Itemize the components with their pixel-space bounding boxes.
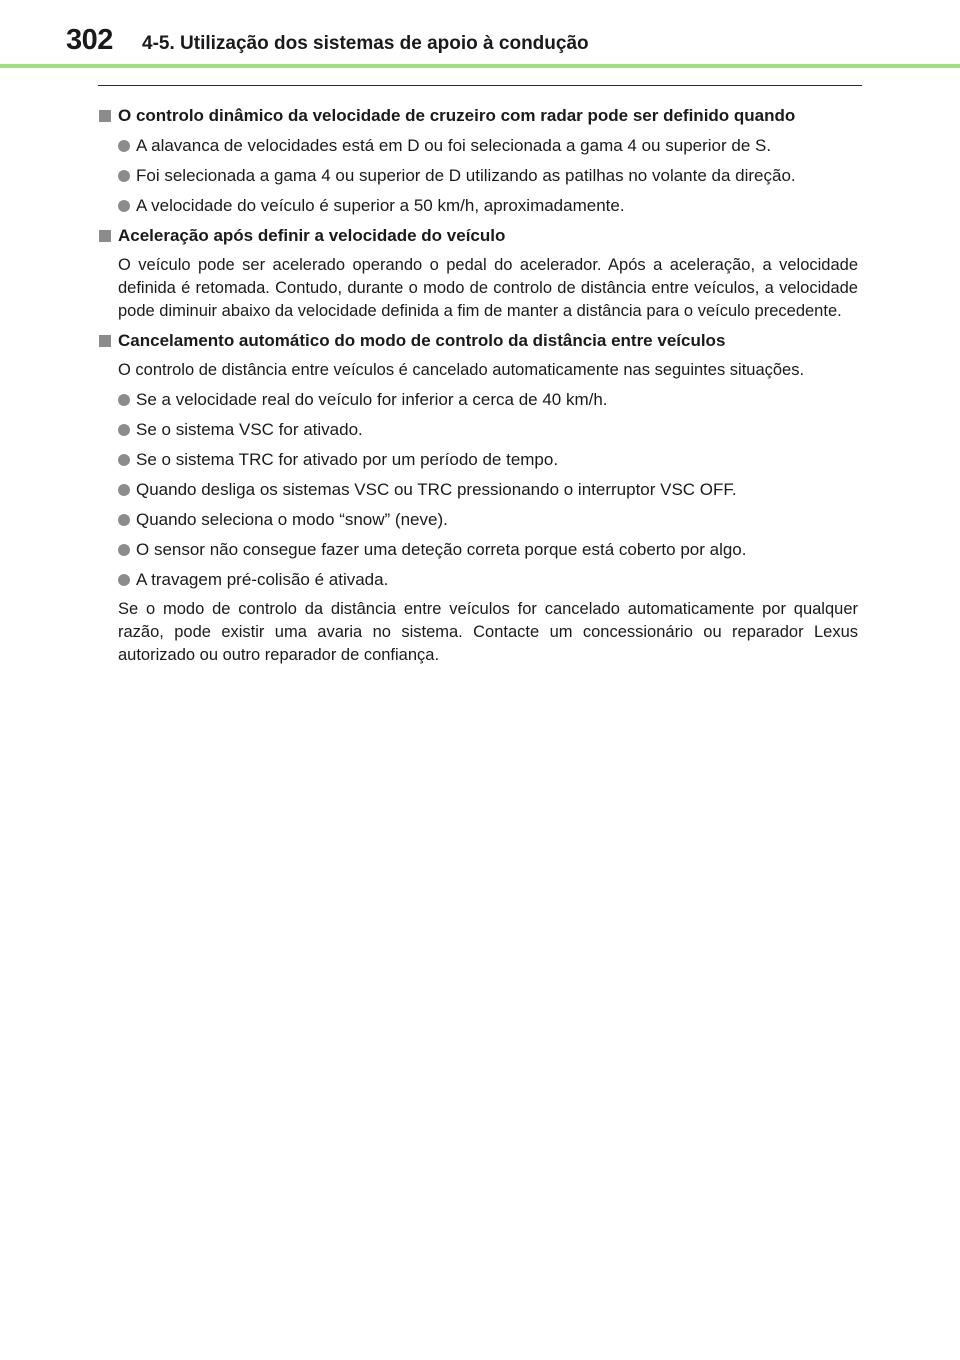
circle-bullet-icon xyxy=(118,454,130,466)
square-bullet-icon xyxy=(99,335,111,347)
paragraph: O veículo pode ser acelerado operando o pedal do acelerador. Após a aceleração, a velocidade definida é retomada. Contudo, durante o modo de controlo de distância entre veículos, a velocidade pode diminuir abaixo da velocidade definida a fim de manter a distância para o veículo precedente. xyxy=(118,256,858,320)
closing-paragraph: Se o modo de controlo da distância entre veículos for cancelado automaticamente por qualquer razão, pode existir uma avaria no sistema. Contacte um concessionário ou reparador Lexus autorizado ou outro reparador de confiança. xyxy=(118,600,858,664)
list-item-text: Quando desliga os sistemas VSC ou TRC pressionando o interruptor VSC OFF. xyxy=(136,480,737,499)
circle-bullet-icon xyxy=(118,544,130,556)
section-heading-text: Aceleração após definir a velocidade do veículo xyxy=(118,226,506,245)
list-item xyxy=(98,134,858,158)
list-item-text: A velocidade do veículo é superior a 50 km/h, aproximadamente. xyxy=(136,196,625,215)
list-item xyxy=(98,538,858,562)
page-header xyxy=(0,0,960,68)
list-item-text: Se o sistema TRC for ativado por um período de tempo. xyxy=(136,450,559,469)
section-heading xyxy=(98,329,858,353)
paragraph: O controlo de distância entre veículos é cancelado automaticamente nas seguintes situações. xyxy=(118,361,805,379)
square-bullet-icon xyxy=(99,230,111,242)
list-item xyxy=(98,478,858,502)
list-item xyxy=(98,568,858,592)
circle-bullet-icon xyxy=(118,574,130,586)
section-heading-text: Cancelamento automático do modo de controlo da distância entre veículos xyxy=(118,331,726,350)
list-item xyxy=(98,164,858,188)
circle-bullet-icon xyxy=(118,140,130,152)
header-rule xyxy=(0,64,960,68)
circle-bullet-icon xyxy=(118,484,130,496)
circle-bullet-icon xyxy=(118,200,130,212)
list-item-text: A travagem pré-colisão é ativada. xyxy=(136,570,389,589)
list-item-text: A alavanca de velocidades está em D ou foi selecionada a gama 4 ou superior de S. xyxy=(136,136,772,155)
content-divider xyxy=(98,85,862,86)
list-item xyxy=(98,388,858,412)
list-item xyxy=(98,418,858,442)
circle-bullet-icon xyxy=(118,424,130,436)
list-item-text: Se o sistema VSC for ativado. xyxy=(136,420,363,439)
list-item-text: Quando seleciona o modo “snow” (neve). xyxy=(136,510,448,529)
list-item xyxy=(98,448,858,472)
section-heading-text: O controlo dinâmico da velocidade de cruzeiro com radar pode ser definido quando xyxy=(118,106,796,125)
section-heading xyxy=(98,104,858,128)
square-bullet-icon xyxy=(99,110,111,122)
page-content xyxy=(98,98,858,673)
section-heading xyxy=(98,224,858,248)
list-item xyxy=(98,508,858,532)
section-title: 4-5. Utilização dos sistemas de apoio à condução xyxy=(142,33,589,54)
list-item-text: O sensor não consegue fazer uma deteção correta porque está coberto por algo. xyxy=(136,540,747,559)
circle-bullet-icon xyxy=(118,170,130,182)
list-item xyxy=(98,194,858,218)
list-item-text: Foi selecionada a gama 4 ou superior de D utilizando as patilhas no volante da direção. xyxy=(136,166,796,185)
list-item-text: Se a velocidade real do veículo for inferior a cerca de 40 km/h. xyxy=(136,390,608,409)
circle-bullet-icon xyxy=(118,394,130,406)
circle-bullet-icon xyxy=(118,514,130,526)
page-number: 302 xyxy=(66,24,113,56)
